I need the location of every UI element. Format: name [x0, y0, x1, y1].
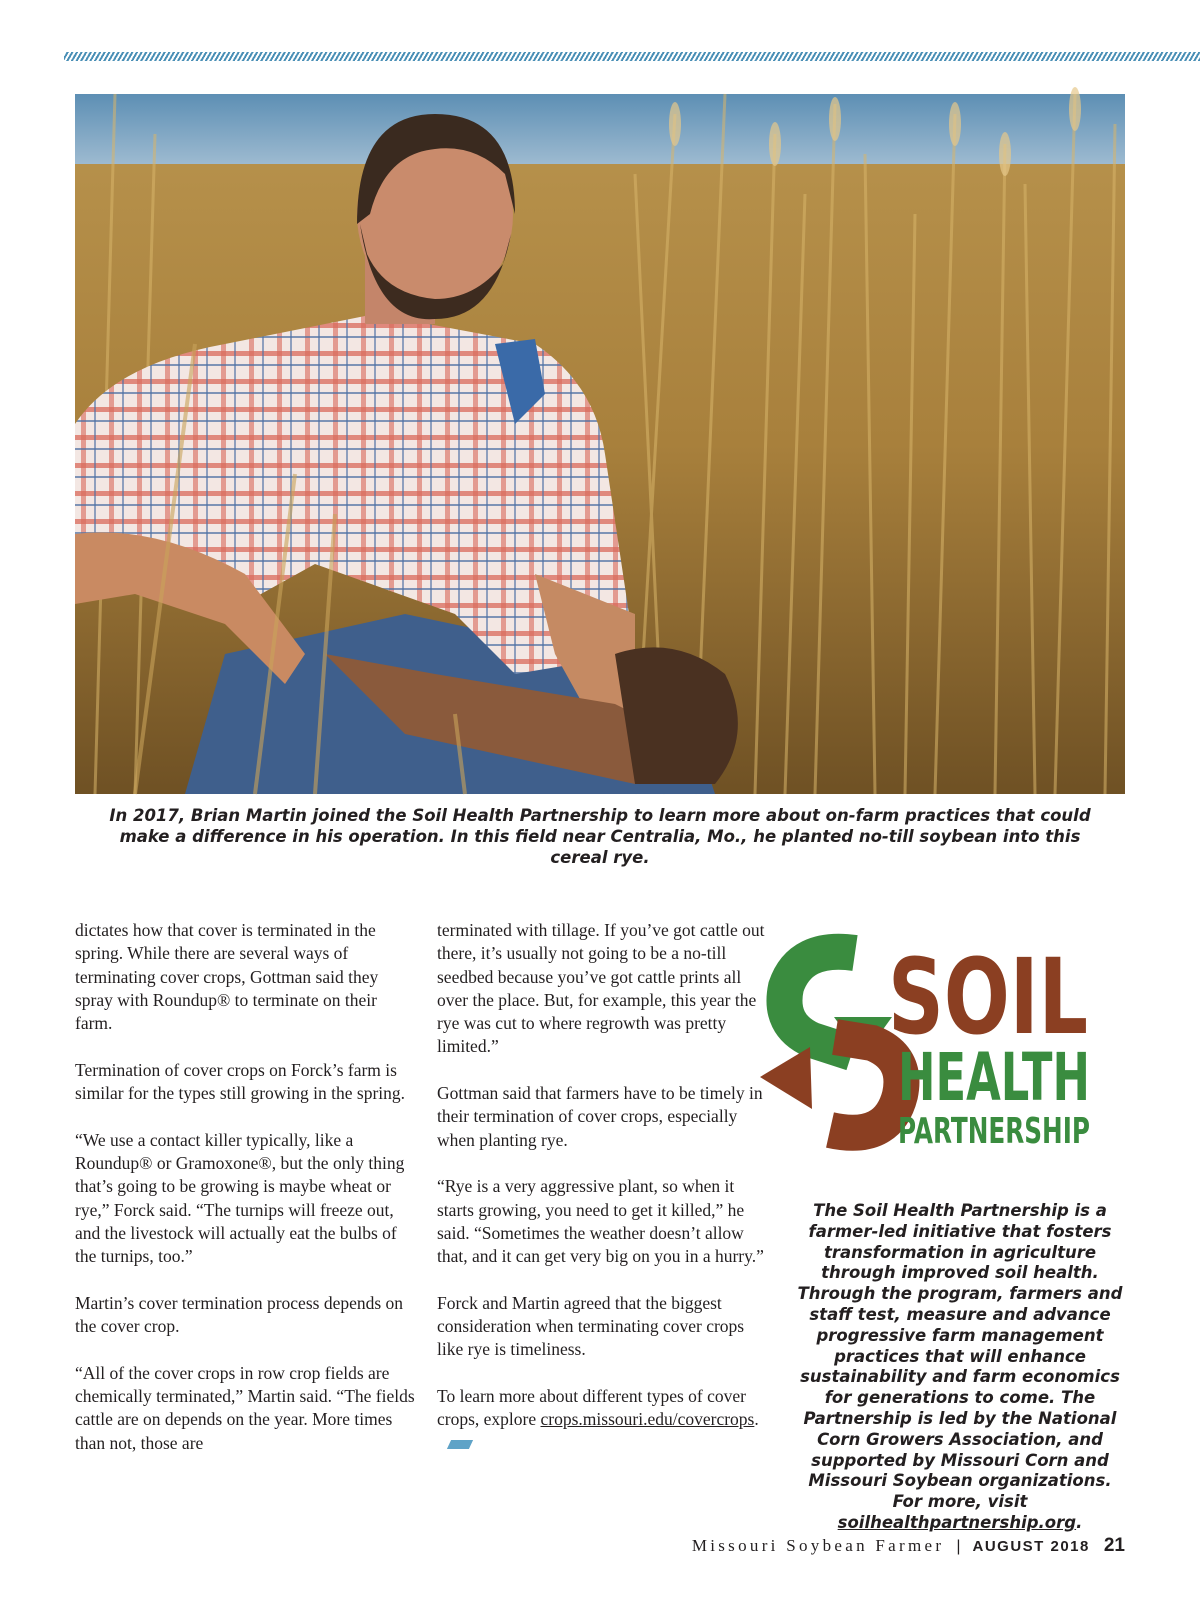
article-column-2 — [437, 919, 767, 1478]
closing-end: . — [754, 1409, 759, 1430]
article-end-mark-icon — [447, 1440, 473, 1449]
farmer-in-rye-field-image — [75, 94, 1125, 794]
logo-word-partnership: PARTNERSHIP — [898, 1111, 1090, 1152]
article-paragraph: Termination of cover crops on Forck’s farm is similar for the types still growing in the spring. — [75, 1059, 406, 1104]
soil-health-partnership-logo — [760, 925, 1110, 1175]
sidebar-text-end: . — [1076, 1512, 1083, 1532]
soil-health-link[interactable]: soilhealthpartnership.org — [837, 1512, 1077, 1532]
cover-crops-link[interactable]: crops.missouri.edu/covercrops — [540, 1409, 755, 1430]
photo-caption: In 2017, Brian Martin joined the Soil Health Partnership to learn more about on-farm practices that could make a difference in his operation. In this field near Centralia, Mo., he planted no-till soybean into this cereal rye. — [109, 806, 1091, 867]
article-paragraph: “We use a contact killer typically, like a Roundup® or Gramoxone®, but the only thing that’s going to be growing is maybe wheat or rye,” Forck said. “The turnips will freeze out, and the livestock will actually eat the bulbs of the turnips, too.” — [75, 1129, 405, 1267]
article-paragraph: Martin’s cover termination process depends on the cover crop. — [75, 1292, 404, 1337]
logo-graphic — [760, 925, 1110, 1175]
feature-photo — [75, 94, 1125, 794]
sidebar-text: The Soil Health Partnership is a farmer-led initiative that fosters transformation in agriculture through improved soil health. Through the program, farmers and staff test, measure and advance progressive farm management practices that will enhance sustainability and farm economics for generations to come. The Partnership is led by the National Corn Growers Association, and supported by Missouri Corn and Missouri Soybean organizations. For more, visit — [797, 1201, 1123, 1512]
article-paragraph: dictates how that cover is terminated in the spring. While there are several ways of terminating cover crops, Gottman said they spray with Roundup® to terminate on their farm. — [75, 920, 379, 1034]
magazine-name: Missouri Soybean Farmer — [691, 1536, 945, 1555]
page-number: 21 — [1103, 1535, 1125, 1556]
article-paragraph: “Rye is a very aggressive plant, so when it starts growing, you need to get it killed,” he said. “Sometimes the weather doesn’t allow that, and it can get very big on you in a hurry.” — [437, 1176, 764, 1267]
article-paragraph: terminated with tillage. If you’ve got cattle out there, it’s usually not going to be a no-till seedbed because you’ve got cattle prints all over the place. But, for example, this year the rye was cut to where regrowth was pretty limited.” — [437, 920, 765, 1057]
logo-word-soil: SOIL — [888, 936, 1088, 1058]
article-paragraph: “All of the cover crops in row crop fields are chemically terminated,” Martin said. “The fields cattle are on depends on the year. More times than not, those are — [75, 1362, 415, 1453]
article-column-1 — [75, 919, 415, 1478]
sidebar-description — [795, 1201, 1125, 1534]
footer-separator: | — [956, 1538, 961, 1555]
top-decorative-rule — [64, 52, 1200, 61]
article-closing-paragraph — [437, 1385, 767, 1455]
article-paragraph: Gottman said that farmers have to be timely in their termination of cover crops, especially when planting rye. — [437, 1083, 763, 1150]
page-footer — [600, 1535, 1125, 1557]
article-paragraph: Forck and Martin agreed that the biggest consideration when terminating cover crops like rye is timeliness. — [437, 1292, 745, 1360]
closing-text: To learn more about different types of cover crops, explore — [437, 1385, 746, 1430]
issue-date: AUGUST 2018 — [972, 1538, 1090, 1555]
logo-word-health: HEALTH — [898, 1039, 1090, 1116]
